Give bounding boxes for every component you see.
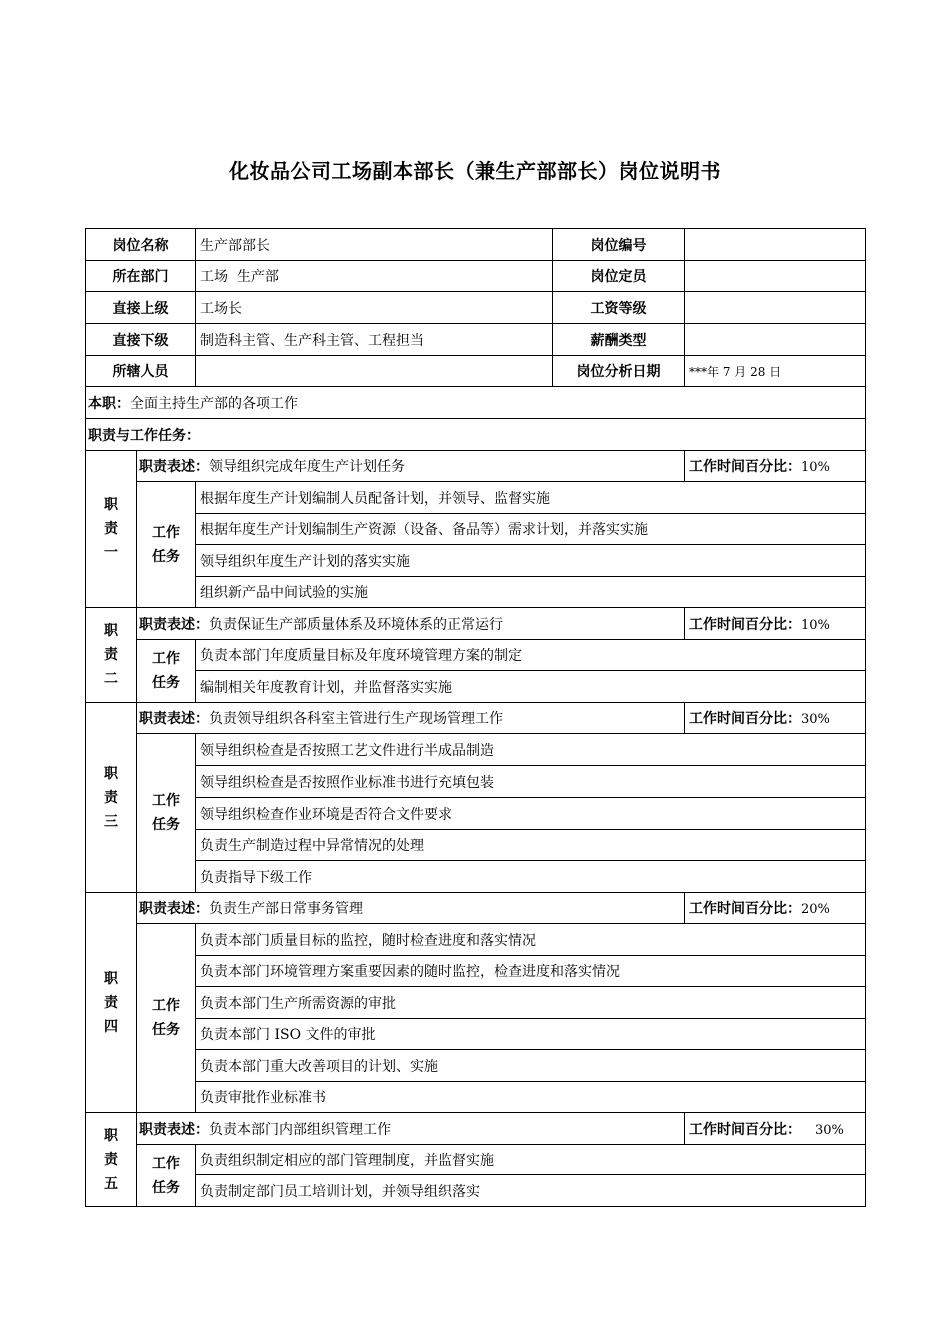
task-item: 负责本部门年度质量目标及年度环境管理方案的制定 [196,640,866,671]
salary-type-label: 薪酬类型 [553,324,685,356]
duty-time-pct-cell [685,1113,866,1145]
task-label [137,734,196,893]
task-item: 负责本部门 ISO 文件的审批 [196,1019,866,1050]
page-title: 化妆品公司工场副本部长（兼生产部部长）岗位说明书 [229,159,721,183]
position-name-label: 岗位名称 [86,229,196,261]
duty-name [86,608,137,703]
duty-description-label: 职责表述： [139,616,209,633]
time-pct-label: 工作时间百分比： [689,459,801,475]
task-item: 领导组织年度生产计划的落实实施 [196,545,866,577]
task-item: 领导组织检查作业环境是否符合文件要求 [196,798,866,830]
task-item: 领导组织检查是否按照作业标准书进行充填包装 [196,766,866,798]
duty-name-char: 一 [104,545,118,561]
duties-body [86,451,866,1207]
duty-description-label: 职责表述： [139,459,209,475]
duty-name-char: 职 [104,623,118,639]
task-row [86,514,866,545]
time-pct-value: 30% [815,1122,844,1138]
row-subordinate [86,324,866,356]
task-label [137,924,196,1113]
task-row [86,1175,866,1207]
duty-name-char: 五 [104,1175,118,1192]
task-item: 负责指导下级工作 [196,861,866,893]
duty-name-char: 职 [104,1127,118,1144]
task-item: 负责本部门重大改善项目的计划、实施 [196,1050,866,1082]
duty-description-cell [137,451,685,482]
subordinate-label: 直接下级 [86,324,196,356]
time-pct-value: 30% [801,712,830,727]
row-superior [86,292,866,324]
duty-name [86,893,137,1113]
duty-row [86,451,866,482]
task-item: 负责本部门生产所需资源的审批 [196,987,866,1019]
time-pct-value: 20% [801,902,830,917]
duty-row [86,703,866,734]
time-pct-value: 10% [801,617,830,633]
task-label-line: 任务 [152,1022,180,1038]
duty-description-text: 负责保证生产部质量体系及环境体系的正常运行 [209,616,503,633]
task-label [137,640,196,703]
task-label-line: 任务 [152,548,180,565]
task-item: 负责审批作业标准书 [196,1082,866,1113]
task-item: 领导组织检查是否按照工艺文件进行半成品制造 [196,734,866,766]
duty-description-cell [137,1113,685,1145]
task-item: 负责本部门环境管理方案重要因素的随时监控，检查进度和落实情况 [196,956,866,987]
task-label-line: 工作 [152,998,180,1014]
duty-description-label: 职责表述： [139,1121,209,1138]
duty-time-pct-cell [685,451,866,482]
task-item: 负责生产制造过程中异常情况的处理 [196,830,866,861]
superior-value: 工场长 [196,292,553,324]
task-row [86,671,866,703]
department-value: 工场 生产部 [196,261,553,292]
duty-name-char: 职 [104,765,118,782]
task-row [86,734,866,766]
row-staff [86,356,866,387]
row-department [86,261,866,292]
summary-cell [86,387,866,419]
job-description-table [85,228,866,1207]
task-item: 负责制定部门员工培训计划，并领导组织落实 [196,1175,866,1207]
superior-label: 直接上级 [86,292,196,324]
task-row [86,640,866,671]
department-label: 所在部门 [86,261,196,292]
position-name-value: 生产部部长 [196,229,553,261]
salary-type-value [685,324,866,356]
duty-row [86,893,866,924]
time-pct-label: 工作时间百分比： [689,901,801,917]
task-row [86,1019,866,1050]
duty-name-char: 二 [104,671,118,687]
duty-description-text: 负责领导组织各科室主管进行生产现场管理工作 [209,711,503,727]
row-position-name [86,229,866,261]
duty-name-char: 责 [104,1151,118,1168]
task-item: 根据年度生产计划编制生产资源（设备、备品等）需求计划，并落实实施 [196,514,866,545]
position-no-value [685,229,866,261]
task-row [86,545,866,577]
task-label-line: 工作 [152,793,180,809]
duty-name-char: 责 [104,521,118,537]
task-label-line: 任务 [152,1179,180,1196]
duty-name [86,451,137,608]
duty-name-char: 责 [104,994,118,1011]
task-row [86,924,866,956]
task-label [137,482,196,608]
duty-description-label: 职责表述： [139,711,209,727]
task-label [137,1145,196,1207]
headcount-value [685,261,866,292]
task-label-line: 工作 [152,1155,180,1172]
task-item: 负责组织制定相应的部门管理制度，并监督实施 [196,1145,866,1175]
duty-description-text: 负责本部门内部组织管理工作 [209,1121,391,1138]
duty-name-char: 责 [104,789,118,806]
row-duties-header [86,419,866,451]
duties-header: 职责与工作任务： [86,419,866,451]
task-item: 组织新产品中间试验的实施 [196,577,866,608]
task-row [86,987,866,1019]
task-row [86,956,866,987]
task-row [86,1082,866,1113]
duty-row [86,608,866,640]
duty-time-pct-cell [685,893,866,924]
task-row [86,577,866,608]
task-row [86,482,866,514]
task-label-line: 工作 [152,651,180,667]
row-summary [86,387,866,419]
duty-description-cell [137,608,685,640]
task-row [86,1145,866,1175]
duty-description-text: 负责生产部日常事务管理 [209,901,363,917]
task-item: 编制相关年度教育计划，并监督落实实施 [196,671,866,703]
task-item: 负责本部门质量目标的监控，随时检查进度和落实情况 [196,924,866,956]
duty-name-char: 职 [104,497,118,513]
duty-description-label: 职责表述： [139,901,209,917]
task-row [86,1050,866,1082]
time-pct-label: 工作时间百分比： [689,616,801,633]
analysis-date-label: 岗位分析日期 [553,356,685,387]
duty-row [86,1113,866,1145]
salary-grade-label: 工资等级 [553,292,685,324]
duty-time-pct-cell [685,608,866,640]
summary-text: 全面主持生产部的各项工作 [130,395,298,412]
task-row [86,798,866,830]
duty-name-char: 四 [104,1018,118,1035]
salary-grade-value [685,292,866,324]
time-pct-label: 工作时间百分比： [689,711,801,727]
position-no-label: 岗位编号 [553,229,685,261]
duty-name [86,703,137,893]
staff-value [196,356,553,387]
headcount-label: 岗位定员 [553,261,685,292]
time-pct-value: 10% [801,460,830,475]
duty-description-cell [137,893,685,924]
summary-label: 本职： [88,395,130,412]
duty-name [86,1113,137,1207]
duty-description-cell [137,703,685,734]
duty-name-char: 职 [104,970,118,987]
duty-description-text: 领导组织完成年度生产计划任务 [209,459,405,475]
task-item: 根据年度生产计划编制人员配备计划，并领导、监督实施 [196,482,866,514]
task-label-line: 任务 [152,817,180,833]
time-pct-label: 工作时间百分比： [689,1121,801,1138]
staff-label: 所辖人员 [86,356,196,387]
analysis-date-value: ***年 7 月 28 日 [685,356,866,387]
task-row [86,766,866,798]
duty-time-pct-cell [685,703,866,734]
task-row [86,861,866,893]
task-row [86,830,866,861]
task-label-line: 任务 [152,675,180,691]
subordinate-value: 制造科主管、生产科主管、工程担当 [196,324,553,356]
duty-name-char: 三 [104,813,118,830]
duty-name-char: 责 [104,647,118,663]
task-label-line: 工作 [152,524,180,541]
